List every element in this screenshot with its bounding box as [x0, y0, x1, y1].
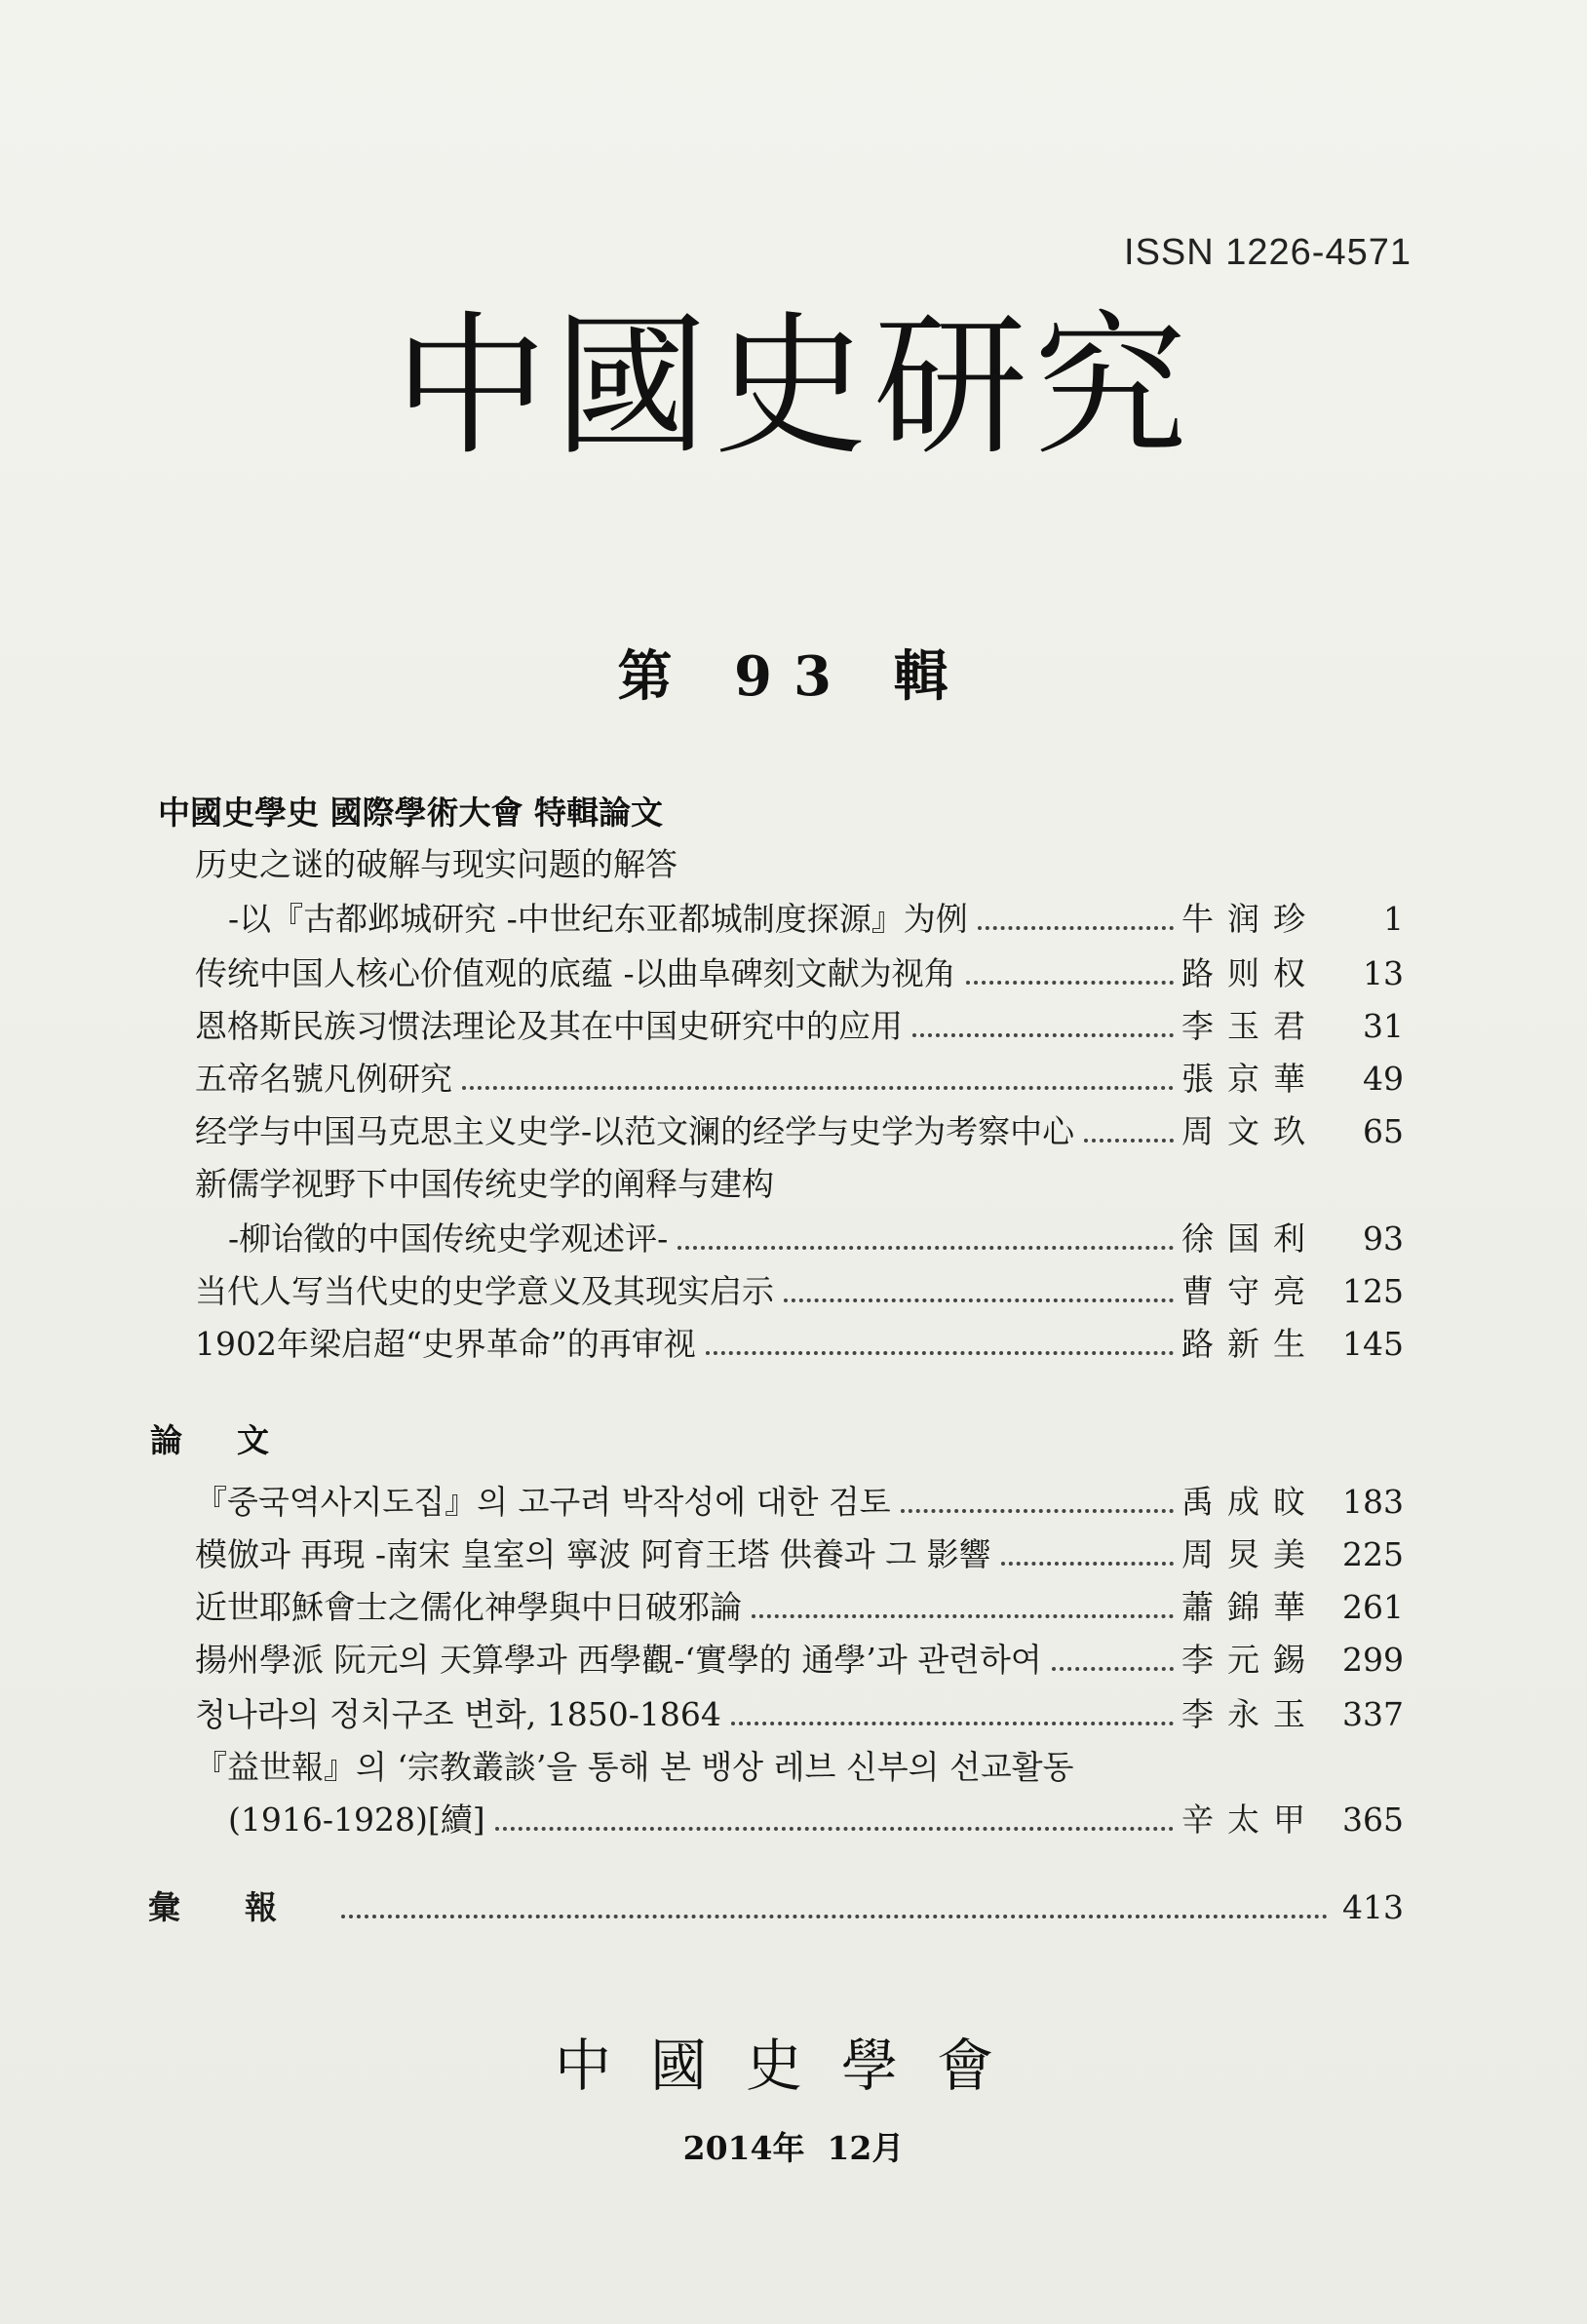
toc-entry: [228, 897, 1404, 942]
leader-dots: [1052, 1667, 1174, 1671]
toc-entry: [228, 1217, 1404, 1261]
toc-entry: [195, 1638, 1404, 1683]
toc-entry: [195, 1109, 1404, 1154]
leader-dots: [966, 981, 1174, 985]
leader-dots: [1084, 1139, 1174, 1143]
toc-entry-author: 李永玉: [1181, 1695, 1319, 1733]
publication-date: 2014年 12月: [682, 2129, 905, 2167]
toc-entry: [195, 1269, 1404, 1314]
leader-dots: [462, 1086, 1174, 1090]
leader-dots: [495, 1827, 1174, 1831]
toc-entry-title-line: 新儒学视野下中国传统史学的阐释与建构: [195, 1165, 774, 1203]
toc-entry-title: 传统中国人核心价值观的底蕴 -以曲阜碑刻文献为视角: [195, 954, 956, 992]
toc-entry-title: 恩格斯民族习惯法理论及其在中国史研究中的应用: [195, 1007, 903, 1045]
leader-dots: [1001, 1562, 1174, 1566]
articles-section-heading: 論 文: [150, 1421, 271, 1459]
toc-entry-page: 31: [1363, 1007, 1404, 1045]
toc-entry-author: 牛润珍: [1181, 900, 1319, 938]
leader-dots: [784, 1298, 1174, 1302]
toc-entry-author: 李元錫: [1181, 1641, 1319, 1679]
toc-entry-page: 13: [1363, 954, 1404, 992]
toc-entry-page: 145: [1342, 1325, 1404, 1363]
toc-entry-title: -柳诒徵的中国传统史学观述评-: [228, 1220, 669, 1258]
toc-entry-title: -以『古都邺城研究 -中世纪东亚都城制度探源』为例: [228, 900, 968, 938]
toc-entry-page: 225: [1342, 1535, 1404, 1573]
toc-entry-page: 93: [1363, 1220, 1404, 1258]
toc-entry-title-line: 『益世報』의 ‘宗教叢談’을 통해 본 뱅상 레브 신부의 선교활동: [195, 1748, 1074, 1786]
toc-entry: [195, 1532, 1404, 1577]
toc-entry-author: 曹守亮: [1181, 1272, 1319, 1310]
toc-entry-author: 周炅美: [1181, 1535, 1319, 1573]
toc-entry: [228, 1798, 1404, 1842]
toc-entry-title: 当代人写当代史的史学意义及其现实启示: [195, 1272, 774, 1310]
toc-entry-title: 『중국역사지도집』의 고구려 박작성에 대한 검토: [195, 1483, 891, 1521]
journal-title: 中國史研究: [394, 297, 1193, 477]
leader-dots: [677, 1246, 1174, 1250]
leader-dots: [706, 1351, 1174, 1355]
toc-entry-title-line: 历史之谜的破解与现实问题的解答: [195, 845, 677, 883]
leader-dots: [752, 1614, 1174, 1618]
huibao-label: 彙報: [148, 1888, 341, 1926]
toc-entry-title: 청나라의 정치구조 변화, 1850-1864: [195, 1695, 721, 1733]
toc-entry-page: 413: [1342, 1888, 1404, 1926]
toc-entry-page: 299: [1342, 1641, 1404, 1679]
leader-dots: [978, 926, 1174, 930]
toc-entry-page: 65: [1363, 1112, 1404, 1150]
toc-entry-author: 周文玖: [1181, 1112, 1319, 1150]
toc-entry-author: 張京華: [1181, 1060, 1319, 1098]
toc-entry-title: 模倣과 再現 -南宋 皇室의 寧波 阿育王塔 供養과 그 影響: [195, 1535, 991, 1573]
leader-dots: [341, 1915, 1328, 1918]
toc-entry-author: 徐国利: [1181, 1220, 1319, 1258]
toc-entry-title: 五帝名號凡例研究: [195, 1060, 452, 1098]
toc-entry-page: 183: [1342, 1483, 1404, 1521]
toc-entry: [195, 1585, 1404, 1630]
toc-entry: [195, 1057, 1404, 1102]
toc-entry: [195, 1004, 1404, 1049]
publisher-name: 中國史學會: [554, 2033, 1032, 2099]
toc-entry-title: 经学与中国马克思主义史学-以范文澜的经学与史学为考察中心: [195, 1112, 1075, 1150]
toc-entry-author: 路新生: [1181, 1325, 1319, 1363]
leader-dots: [912, 1033, 1174, 1037]
toc-entry-author: 蕭錦華: [1181, 1588, 1319, 1626]
toc-entry-page: 365: [1342, 1801, 1404, 1839]
toc-entry-title: (1916-1928)[續]: [228, 1801, 485, 1839]
toc-entry-page: 1: [1383, 900, 1404, 938]
toc-entry-huibao: [148, 1885, 1404, 1930]
toc-entry-author: 禹成旼: [1181, 1483, 1319, 1521]
toc-entry: [195, 1322, 1404, 1367]
toc-entry-page: 337: [1342, 1695, 1404, 1733]
toc-entry-author: 辛太甲: [1181, 1801, 1319, 1839]
toc-entry-author: 李玉君: [1181, 1007, 1319, 1045]
toc-entry-title: 近世耶穌會士之儒化神學與中日破邪論: [195, 1588, 742, 1626]
leader-dots: [731, 1722, 1174, 1725]
toc-entry: [195, 1480, 1404, 1525]
toc-entry-page: 125: [1342, 1272, 1404, 1310]
toc-entry-title: 1902年梁启超“史界革命”的再审视: [195, 1325, 696, 1363]
toc-entry: [195, 951, 1404, 996]
toc-entry: [195, 1692, 1404, 1737]
special-section-heading: 中國史學史 國際學術大會 特輯論文: [158, 794, 663, 832]
leader-dots: [901, 1509, 1174, 1513]
toc-entry-page: 49: [1363, 1060, 1404, 1098]
toc-entry-page: 261: [1342, 1588, 1404, 1626]
toc-entry-title: 揚州學派 阮元의 天算學과 西學觀-‘實學的 通學’과 관련하여: [195, 1641, 1042, 1679]
issn-number: ISSN 1226-4571: [1124, 232, 1412, 273]
volume-number: 第 93 輯: [617, 644, 970, 709]
toc-entry-author: 路则权: [1181, 954, 1319, 992]
